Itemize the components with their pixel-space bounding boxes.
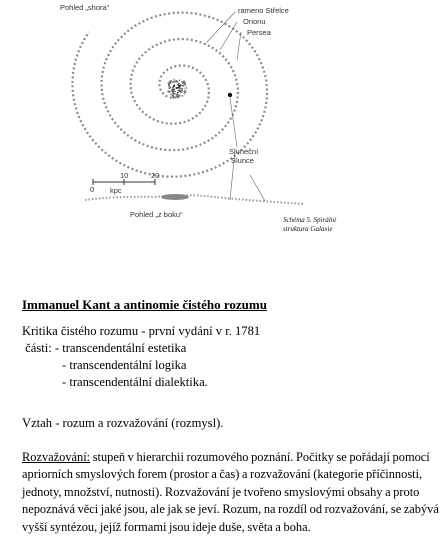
core-star: [173, 85, 175, 87]
side-view-bulge: [161, 194, 189, 200]
kritika-line-2: části: - transcendentální estetika: [22, 341, 187, 355]
arm-label-2: Orionu: [243, 17, 266, 26]
scale-tick-20: 20: [151, 171, 160, 180]
term-rozvazovani: Rozvažování:: [22, 450, 91, 464]
caption-line-2: struktura Galaxie: [283, 225, 333, 233]
figure-caption: [283, 216, 363, 234]
scale-tick-0: 0: [90, 185, 95, 194]
side-view-label: Pohled „z boku“: [130, 210, 183, 219]
core-star: [170, 94, 171, 95]
kritika-line-3: - transcendentální logika: [62, 358, 187, 372]
galaxy-figure: [55, 0, 315, 222]
kritika-line-4: - transcendentální dialektika.: [62, 375, 208, 389]
rozvazovani-paragraph: [22, 449, 440, 536]
core-star: [178, 90, 179, 91]
core-star: [176, 94, 178, 96]
caption-line-1: Schéma 5. Spirální: [283, 216, 337, 224]
core-star: [182, 90, 183, 91]
core-star: [177, 92, 179, 94]
scale-unit: kpc: [110, 186, 122, 195]
core-star: [177, 96, 179, 98]
core-star: [179, 84, 181, 86]
arm-label-3: Persea: [247, 28, 271, 37]
core-star: [173, 79, 174, 80]
top-view-label: Pohled „shora“: [60, 3, 110, 12]
core-star: [174, 79, 175, 80]
sun-position-marker: [228, 93, 232, 97]
scale-tick-10: 10: [120, 171, 129, 180]
vztah-line: Vztah - rozum a rozvažování (rozmysl).: [22, 416, 224, 430]
core-star: [186, 87, 187, 88]
arm-pointer-3: [237, 32, 241, 60]
core-star: [182, 88, 184, 90]
sun-label-2: Slunce: [231, 156, 254, 165]
core-star: [179, 90, 181, 92]
core-star: [183, 85, 184, 86]
core-star: [182, 82, 184, 84]
arm-pointer-1: [207, 12, 235, 42]
kritika-line-1: Kritika čistého rozumu - první vydání v r. 1781: [22, 324, 261, 338]
section-heading: Immanuel Kant a antinomie čistého rozumu: [22, 297, 267, 312]
core-star: [179, 89, 180, 90]
core-star: [172, 90, 174, 92]
core-star: [184, 94, 185, 95]
core-star: [174, 91, 175, 92]
sun-label-1: Sluneční: [229, 147, 259, 156]
core-star: [176, 88, 177, 89]
paragraph-body: stupeň v hierarchii rozumového poznání. Počitky se pořádají pomocí apriorních smyslových forem (prostor a čas) a rozvažování (kategorie příčinnosti, jednoty, množství, nutnosti). Rozvažování je tvořeno smyslovými obsahy a proto nepoznává věci jaké jsou, ale jak se jeví. Rozum, na rozdíl od rozvažování, se zabývá vyšší syntézou, jejíž formami jsou ideje duše, světa a boha.: [22, 450, 439, 534]
core-star: [176, 81, 178, 83]
core-star: [182, 95, 184, 97]
core-star: [169, 81, 170, 82]
core-star: [168, 87, 170, 89]
core-star: [172, 92, 174, 94]
core-star: [184, 87, 185, 88]
core-star: [184, 83, 186, 85]
side-view-disk: [85, 195, 305, 204]
core-star: [169, 84, 170, 85]
core-star: [171, 91, 172, 92]
arm-label-1: rameno Střelce: [238, 6, 289, 15]
core-star: [172, 81, 174, 83]
core-star: [174, 89, 175, 90]
core-star: [179, 87, 181, 89]
core-star: [184, 91, 186, 93]
galactic-core: [167, 79, 187, 99]
core-star: [179, 79, 181, 81]
core-star: [167, 90, 169, 92]
core-star: [172, 96, 174, 98]
